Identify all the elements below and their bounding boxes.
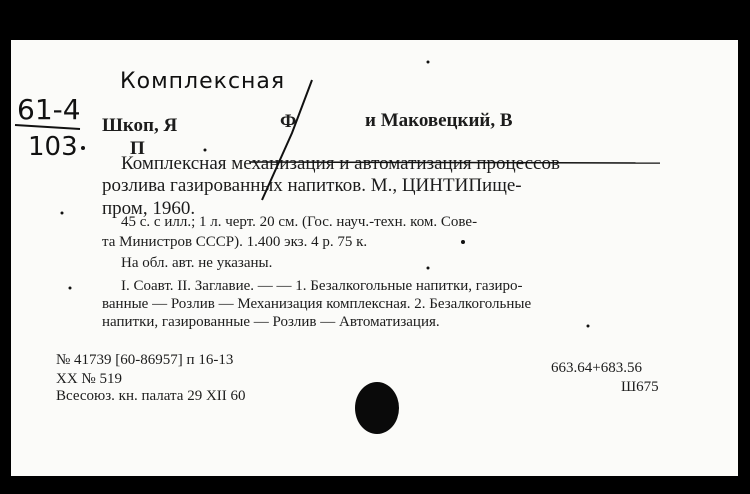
footer-accession: № 41739 [60-86957] п 16-13: [56, 352, 234, 368]
handwritten-call-number-top: 61-4: [17, 93, 81, 126]
handwritten-call-number-bottom: 103: [28, 132, 78, 162]
footer-series: XX № 519: [56, 371, 122, 387]
tracing-line-3: напитки, газированные — Розлив — Автоматизация.: [102, 314, 440, 330]
coauthor-name: и Маковецкий, В: [365, 110, 513, 131]
title-line-3: пром, 1960.: [102, 198, 196, 219]
author-initial-f: Ф: [280, 111, 297, 132]
author-mark: Ш675: [621, 379, 659, 395]
collation-line-2: та Министров СССР). 1.400 экз. 4 р. 75 к.: [102, 234, 368, 250]
title-line-1: Комплексная механизация и автоматизация процессов: [121, 153, 560, 174]
classification-number: 663.64+683.56: [551, 360, 642, 376]
author-name: Шкоп, Я: [102, 115, 178, 136]
title-line-2: розлива газированных напитков. М., ЦИНТИПище-: [102, 175, 522, 196]
handwritten-subject: Комплексная: [120, 69, 286, 94]
collation-line-1: 45 с. с илл.; 1 л. черт. 20 см. (Гос. науч.-техн. ком. Сове-: [121, 214, 478, 230]
note-line: На обл. авт. не указаны.: [121, 255, 273, 271]
tracing-line-2: ванные — Розлив — Механизация комплексная. 2. Безалкогольные: [102, 296, 532, 312]
tracing-line-1: I. Соавт. II. Заглавие. — — 1. Безалкогольные напитки, газиро-: [121, 278, 523, 294]
footer-chamber: Всесоюз. кн. палата 29 XII 60: [56, 388, 246, 404]
author-initial-p: П: [130, 138, 145, 159]
